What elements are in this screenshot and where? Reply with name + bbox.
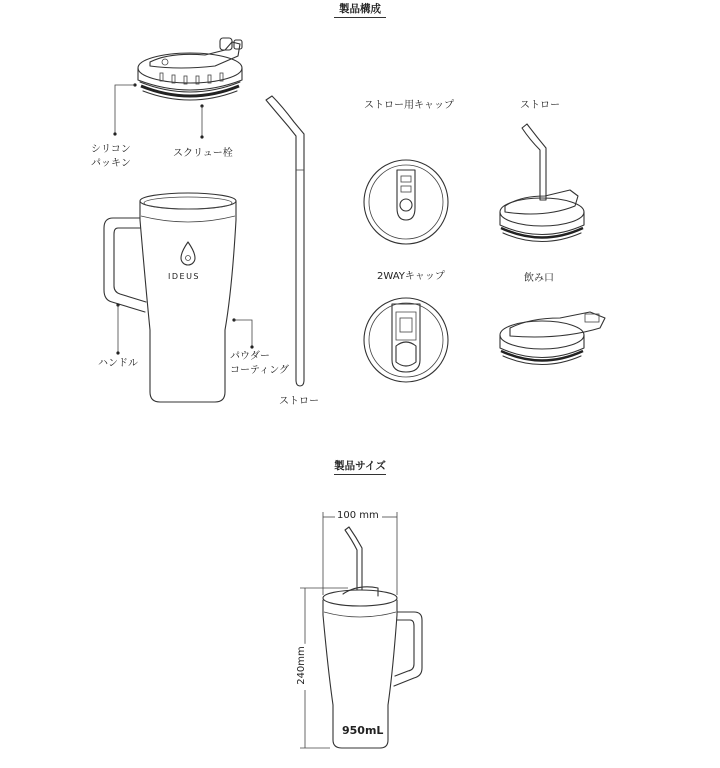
label-two-way-cap: 2WAYキャップ (377, 271, 445, 282)
straw-drawing (266, 96, 304, 386)
brand-logo: IDEUS (168, 272, 201, 281)
label-straw: ストロー (279, 396, 319, 407)
label-powder-coating (230, 350, 289, 378)
label-silicone-packing (91, 143, 131, 171)
volume-label: 950mL (342, 724, 384, 737)
size-diagram (300, 512, 422, 748)
label-handle: ハンドル (98, 358, 138, 369)
label-silicone-packing-line2: パッキン (91, 158, 131, 169)
label-powder-coating-line2: コーティング (230, 365, 289, 376)
leader-handle (116, 303, 119, 354)
label-screw-plug: スクリュー栓 (173, 148, 233, 159)
label-straw-right: ストロー (520, 100, 560, 111)
label-drinking-mouth: 飲み口 (524, 273, 554, 284)
label-straw-cap: ストロー用キャップ (364, 100, 454, 111)
lid-drawing (138, 38, 242, 100)
two-way-cap-drawing (364, 298, 448, 382)
composition-title: 製品構成 (339, 3, 381, 15)
dimension-height: 240mm (295, 646, 307, 685)
drinking-mouth-drawing (500, 312, 605, 365)
label-silicone-packing-line1: シリコン (91, 144, 131, 155)
leader-powder-coating (232, 318, 253, 348)
straw-lid-drawing (500, 124, 584, 242)
leader-screw-plug (200, 104, 203, 138)
label-powder-coating-line1: パウダー (230, 351, 270, 362)
straw-cap-drawing (364, 160, 448, 244)
dimension-width: 100 mm (337, 510, 379, 521)
size-title: 製品サイズ (334, 460, 386, 472)
leader-silicone-packing (113, 83, 136, 135)
